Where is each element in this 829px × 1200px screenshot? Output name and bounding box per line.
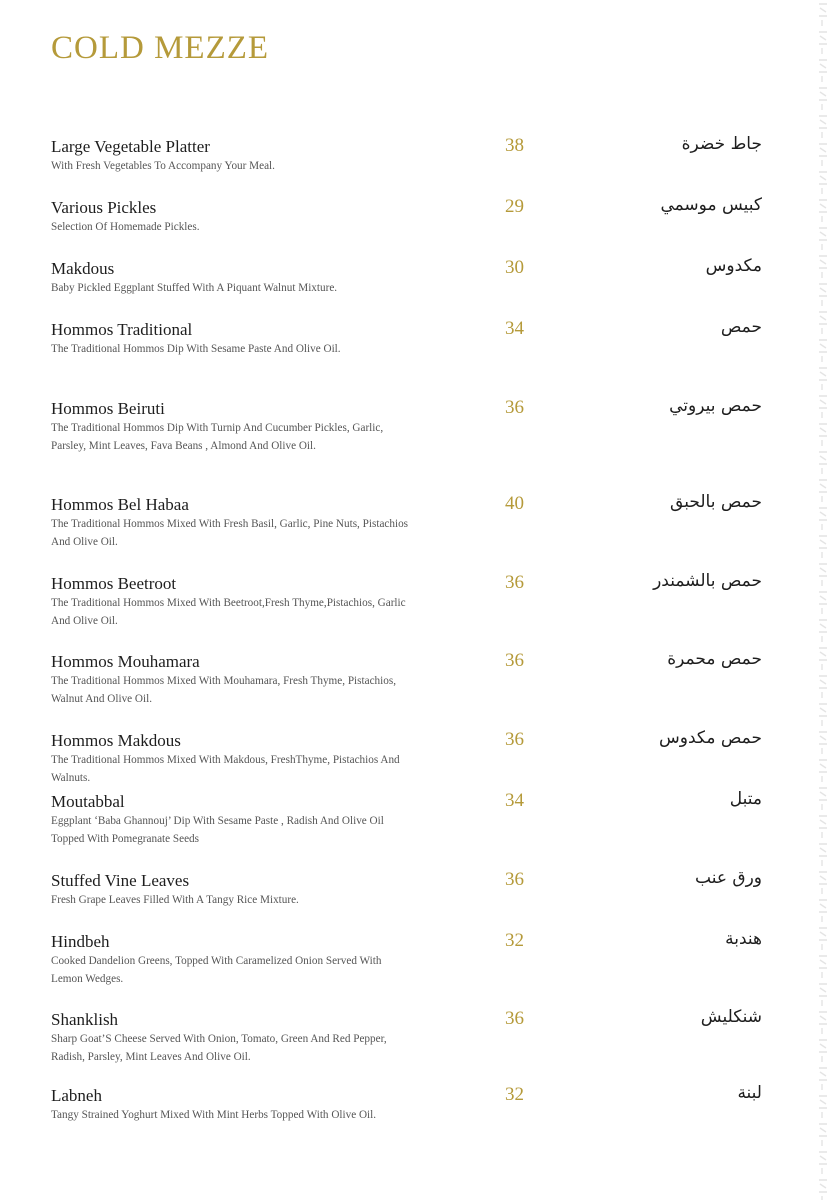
item-description: The Traditional Hommos Mixed With Fresh Basil, Garlic, Pine Nuts, Pistachios And Olive Oil. bbox=[51, 518, 409, 548]
item-description: Baby Pickled Eggplant Stuffed With A Piquant Walnut Mixture. bbox=[51, 282, 338, 294]
item-description: The Traditional Hommos Mixed With Beetroot,Fresh Thyme,Pistachios, Garlic And Olive Oil. bbox=[51, 597, 406, 627]
item-arabic-name: لبنة bbox=[737, 1083, 762, 1103]
item-price: 34 bbox=[505, 790, 524, 811]
item-arabic-name: حمص بيروتي bbox=[669, 396, 762, 416]
item-name: Labneh bbox=[51, 1086, 102, 1105]
side-pattern-graphic bbox=[817, 0, 829, 1200]
item-arabic-name: هندبة bbox=[725, 929, 762, 949]
item-description: The Traditional Hommos Dip With Turnip And Cucumber Pickles, Garlic, Parsley, Mint Leaves, Fava Beans , Almond And Olive Oil. bbox=[51, 422, 384, 452]
item-description: Fresh Grape Leaves Filled With A Tangy Rice Mixture. bbox=[51, 894, 299, 906]
item-price: 36 bbox=[505, 729, 524, 750]
item-name: Hommos Beiruti bbox=[51, 399, 165, 418]
item-description: Cooked Dandelion Greens, Topped With Caramelized Onion Served With Lemon Wedges. bbox=[51, 955, 382, 985]
item-price: 32 bbox=[505, 1084, 524, 1105]
item-price: 36 bbox=[505, 397, 524, 418]
item-name: Hommos Bel Habaa bbox=[51, 495, 189, 514]
item-description: The Traditional Hommos Mixed With Mouhamara, Fresh Thyme, Pistachios, Walnut And Olive Oil. bbox=[51, 675, 396, 705]
item-name: Large Vegetable Platter bbox=[51, 137, 210, 156]
item-arabic-name: كبيس موسمي bbox=[660, 195, 762, 215]
item-arabic-name: حمص بالحبق bbox=[670, 492, 762, 512]
decorative-side-pattern bbox=[817, 0, 829, 1200]
item-name: Stuffed Vine Leaves bbox=[51, 871, 190, 890]
item-name: Shanklish bbox=[51, 1010, 119, 1029]
item-description: Selection Of Homemade Pickles. bbox=[51, 221, 200, 233]
item-arabic-name: جاط خضرة bbox=[681, 134, 762, 154]
item-price: 38 bbox=[505, 135, 524, 156]
item-name: Hommos Makdous bbox=[51, 731, 181, 750]
item-name: Makdous bbox=[51, 259, 115, 278]
item-price: 32 bbox=[505, 930, 524, 951]
item-description: Sharp Goat’S Cheese Served With Onion, Tomato, Green And Red Pepper, Radish, Parsley, Mint Leaves And Olive Oil. bbox=[51, 1033, 387, 1063]
item-price: 30 bbox=[505, 257, 524, 278]
item-name: Moutabbal bbox=[51, 792, 125, 811]
item-arabic-name: حمص بالشمندر bbox=[653, 571, 762, 591]
item-price: 40 bbox=[505, 493, 524, 514]
item-description: The Traditional Hommos Mixed With Makdous, FreshThyme, Pistachios And Walnuts. bbox=[51, 754, 400, 784]
item-name: Hindbeh bbox=[51, 932, 110, 951]
item-arabic-name: حمص محمرة bbox=[667, 649, 762, 669]
item-name: Hommos Beetroot bbox=[51, 574, 177, 593]
item-price: 36 bbox=[505, 1008, 524, 1029]
item-arabic-name: شنكليش bbox=[700, 1007, 762, 1027]
item-description: Eggplant ‘Baba Ghannouj’ Dip With Sesame Paste , Radish And Olive Oil Topped With Pomegranate Seeds bbox=[51, 815, 384, 845]
item-price: 29 bbox=[505, 196, 524, 217]
item-arabic-name: حمص مكدوس bbox=[659, 728, 762, 748]
item-arabic-name: ورق عنب bbox=[695, 868, 762, 888]
item-arabic-name: حمص bbox=[720, 317, 762, 337]
item-arabic-name: مكدوس bbox=[705, 256, 762, 276]
item-price: 34 bbox=[505, 318, 524, 339]
item-name: Hommos Mouhamara bbox=[51, 652, 200, 671]
item-description: Tangy Strained Yoghurt Mixed With Mint Herbs Topped With Olive Oil. bbox=[51, 1109, 377, 1121]
item-name: Hommos Traditional bbox=[51, 320, 193, 339]
item-price: 36 bbox=[505, 650, 524, 671]
item-description: With Fresh Vegetables To Accompany Your Meal. bbox=[51, 160, 275, 172]
item-description: The Traditional Hommos Dip With Sesame Paste And Olive Oil. bbox=[51, 343, 341, 355]
item-arabic-name: متبل bbox=[729, 789, 762, 809]
item-price: 36 bbox=[505, 869, 524, 890]
page-title: COLD MEZZE bbox=[51, 30, 270, 66]
item-name: Various Pickles bbox=[51, 198, 157, 217]
item-price: 36 bbox=[505, 572, 524, 593]
